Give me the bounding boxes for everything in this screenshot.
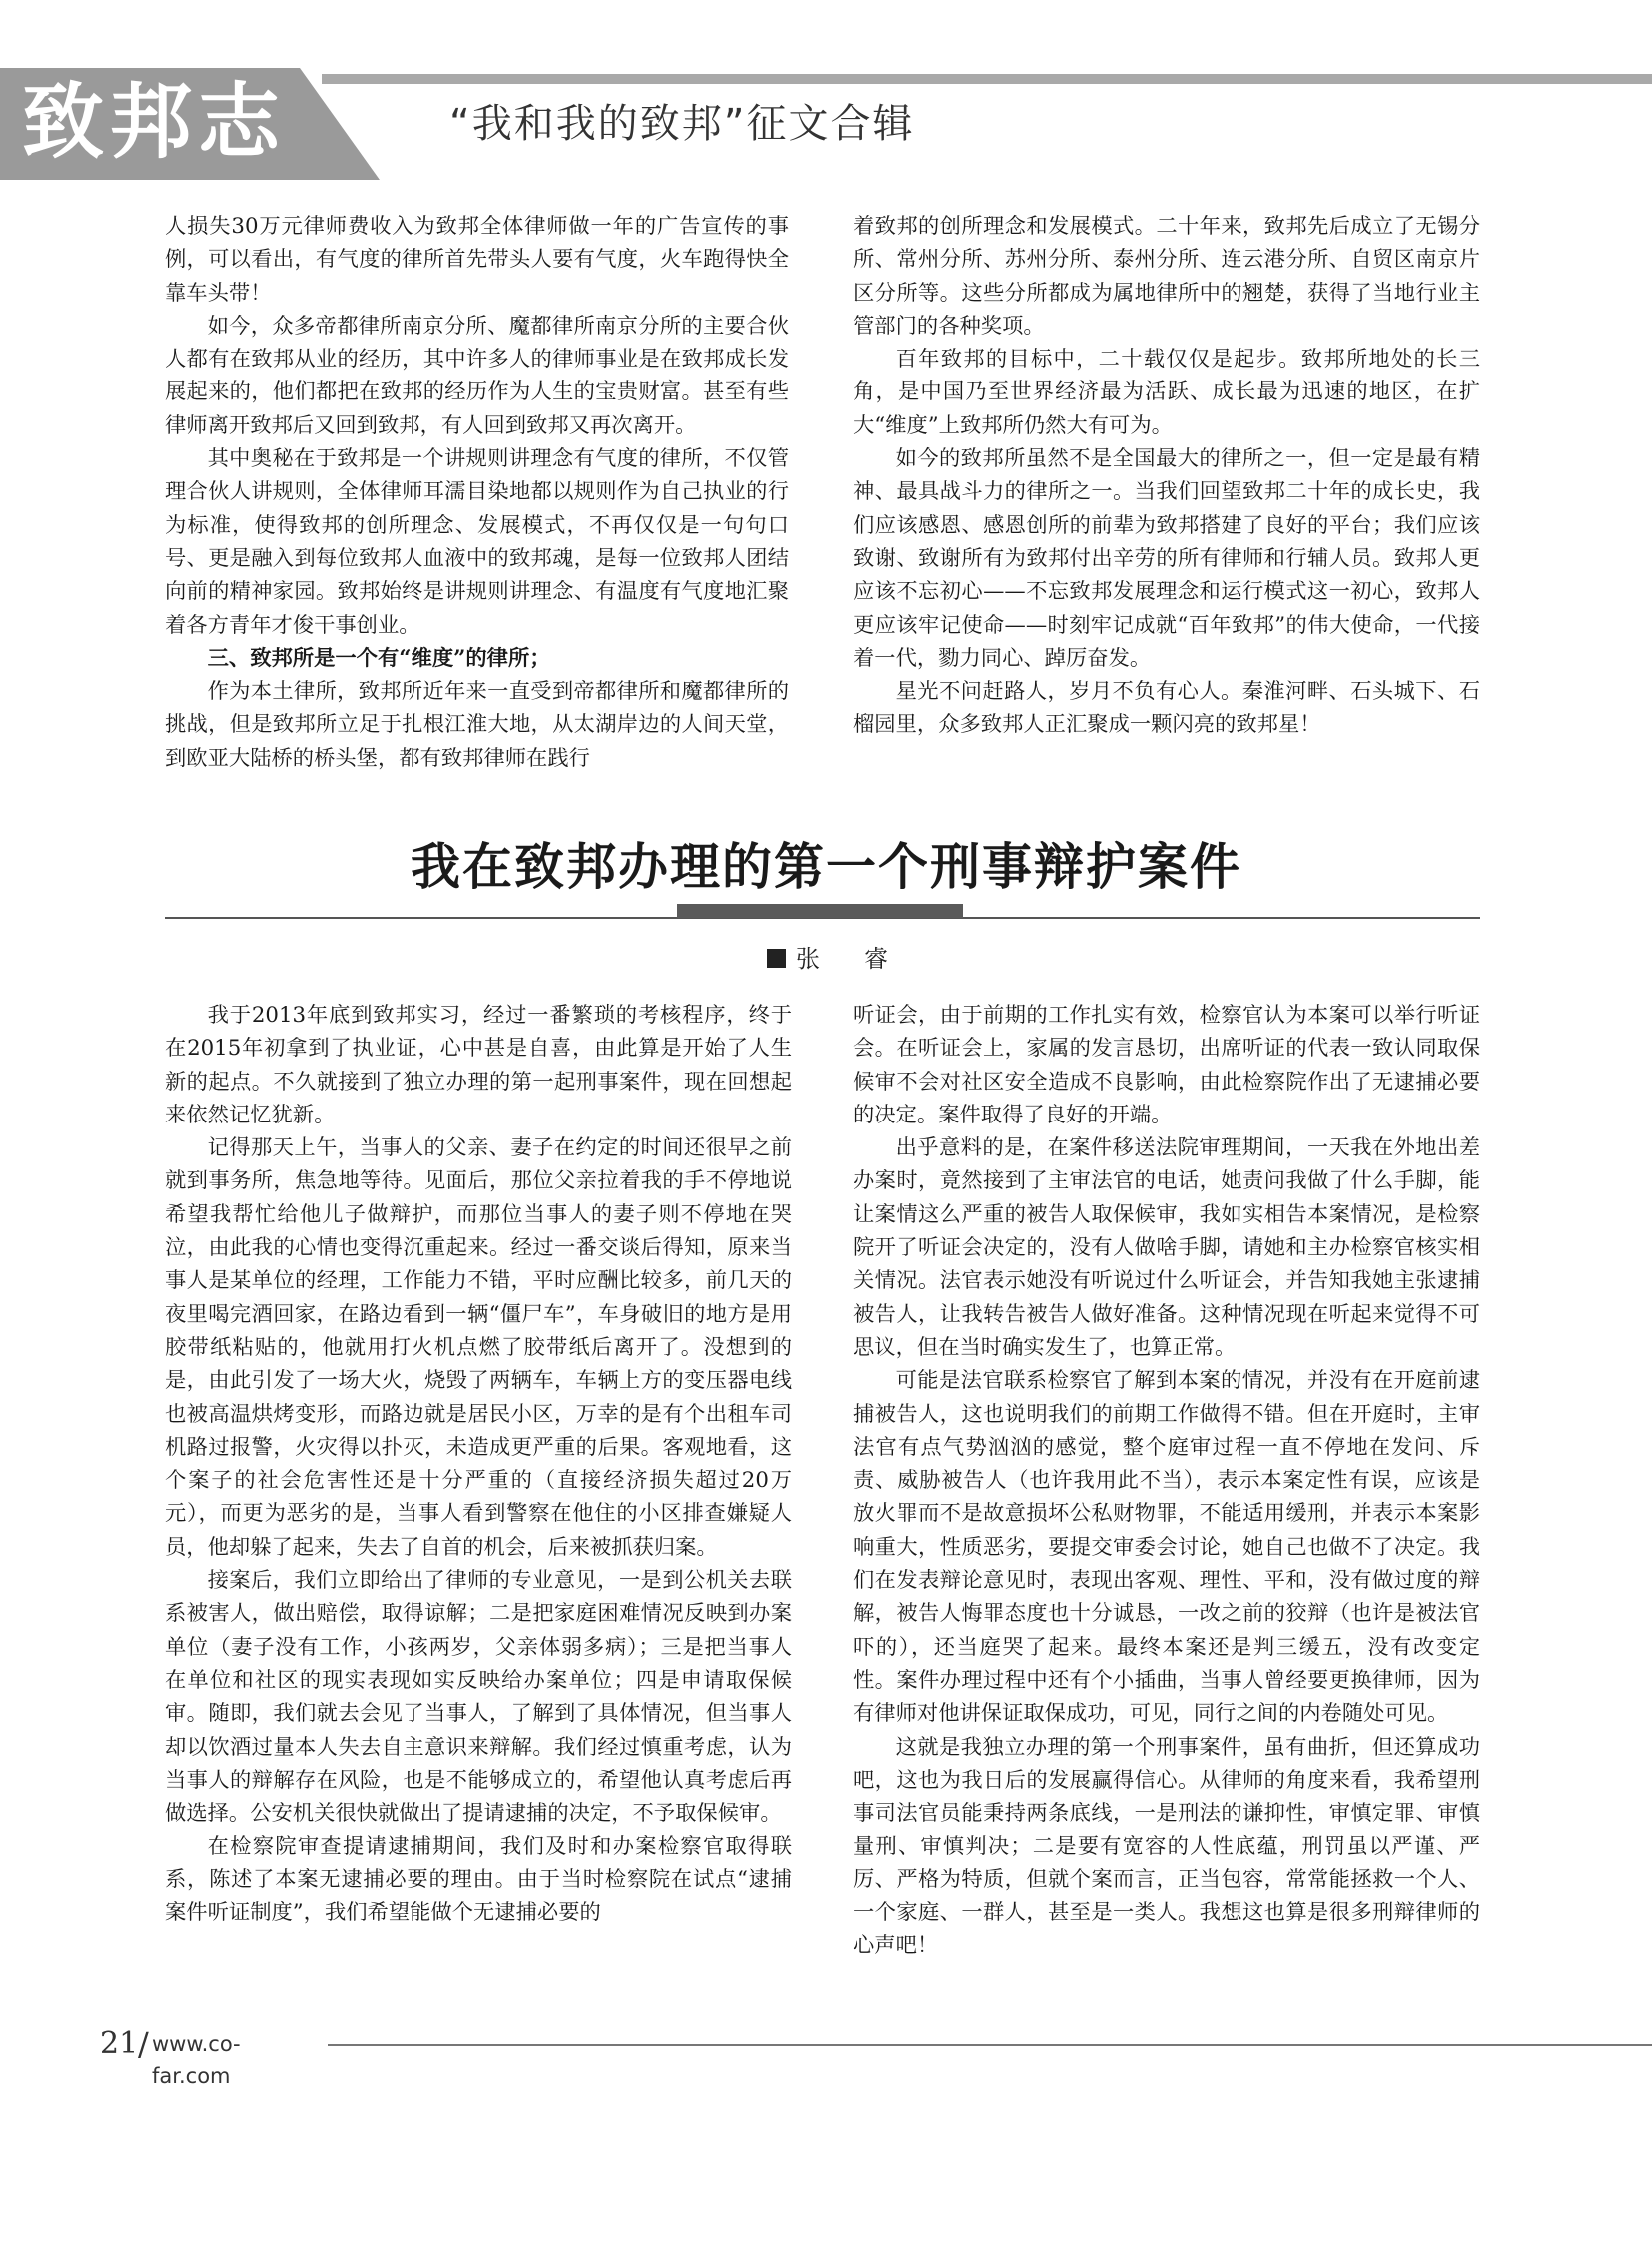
paragraph: 如今，众多帝都律所南京分所、魔都律所南京分所的主要合伙人都有在致邦从业的经历，其中许多人的律师事业是在致邦成长发展起来的，他们都把在致邦的经历作为人生的宝贵财富。甚至有些律师离开致邦后又回到致邦，有人回到致邦又再次离开。 [165,313,789,438]
footer-url: www.co-far.com [152,2032,241,2088]
paragraph: 记得那天上午，当事人的父亲、妻子在约定的时间还很早之前就到事务所，焦急地等待。见面后，那位父亲拉着我的手不停地说希望我帮忙给他儿子做辩护，而那位当事人的妻子则不停地在哭泣，由此我的心情也变得沉重起来。经过一番交谈后得知，原来当事人是某单位的经理，工作能力不错，平时应酬比较多，前几天的夜里喝完酒回家，在路边看到一辆“僵尸车”，车身破旧的地方是用胶带纸粘贴的，他就用打火机点燃了胶带纸后离开了。没想到的是，由此引发了一场大火，烧毁了两辆车，车辆上方的变压器电线也被高温烘烤变形，而路边就是居民小区，万幸的是有个出租车司机路过报警，火灾得以扑灭，未造成更严重的后果。客观地看，这个案子的社会危害性还是十分严重的（直接经济损失超过20万元），而更为恶劣的是，当事人看到警察在他住的小区排查嫌疑人员，他却躲了起来，失去了自首的机会，后来被抓获归案。 [165,1135,792,1560]
square-bullet-icon [767,949,786,968]
paragraph: 出乎意料的是，在案件移送法院审理期间，一天我在外地出差办案时，竟然接到了主审法官的电话，她责问我做了什么手脚，能让案情这么严重的被告人取保候审，我如实相告本案情况，是检察院开了听证会决定的，没有人做啥手脚，请她和主办检察官核实相关情况。法官表示她没有听说过什么听证会，并告知我她主张逮捕被告人，让我转告被告人做好准备。这种情况现在听起来觉得不可思议，但在当时确实发生了，也算正常。 [853,1135,1480,1360]
article-column-2 [853,999,1480,1963]
paragraph: 三、致邦所是一个有“维度”的律所； [207,645,551,671]
paragraph: 接案后，我们立即给出了律师的专业意见，一是到公机关去联系被害人，做出赔偿，取得谅解；二是把家庭困难情况反映到办案单位（妻子没有工作，小孩两岁，父亲体弱多病）；三是把当事人在单位和社区的现实表现如实反映给办案单位；四是申请取保候审。随即，我们就去会见了当事人，了解到了具体情况，但当事人却以饮酒过量本人失去自主意识来辩解。我们经过慎重考虑，认为当事人的辩解存在风险，也是不能够成立的，希望他认真考虑后再做选择。公安机关很快就做出了提请逮捕的决定，不予取保候审。 [165,1568,792,1827]
footer-rule [328,2044,1652,2046]
page-number: 21 [100,2026,139,2061]
prev-article-column-1 [165,210,789,775]
paragraph: 人损失30万元律师费收入为致邦全体律师做一年的广告宣传的事例，可以看出，有气度的律所首先带头人要有气度，火车跑得快全靠车头带！ [165,214,789,306]
issue-subtitle: “我和我的致邦”征文合辑 [449,101,915,147]
paragraph: 这就是我独立办理的第一个刑事案件，虽有曲折，但还算成功吧，这也为我日后的发展赢得信心。从律师的角度来看，我希望刑事司法官员能秉持两条底线，一是刑法的谦抑性，审慎定罪、审慎量刑、审慎判决；二是要有宽容的人性底蕴，刑罚虽以严谨、严厉、严格为特质，但就个案而言，正当包容，常常能拯救一个人、一个家庭、一群人，甚至是一类人。我想这也算是很多刑辩律师的心声吧！ [853,1734,1480,1959]
paragraph: 其中奥秘在于致邦是一个讲规则讲理念有气度的律所，不仅管理合伙人讲规则，全体律师耳濡目染地都以规则作为自己执业的行为标准，使得致邦的创所理念、发展模式，不再仅仅是一句句口号、更是融入到每位致邦人血液中的致邦魂，是每一位致邦人团结向前的精神家园。致邦始终是讲规则讲理念、有温度有气度地汇聚着各方青年才俊干事创业。 [165,446,789,638]
author-byline [767,939,898,974]
title-accent-bar [677,904,963,918]
paragraph: 作为本土律所，致邦所近年来一直受到帝都律所和魔都律所的挑战，但是致邦所立足于扎根江淮大地，从太湖岸边的人间天堂，到欧亚大陆桥的桥头堡，都有致邦律师在践行 [165,679,789,771]
paragraph: 着致邦的创所理念和发展模式。二十年来，致邦先后成立了无锡分所、常州分所、苏州分所、泰州分所、连云港分所、自贸区南京片区分所等。这些分所都成为属地律所中的翘楚，获得了当地行业主管部门的各种奖项。 [853,214,1480,339]
paragraph: 我于2013年底到致邦实习，经过一番繁琐的考核程序，终于在2015年初拿到了执业证，心中甚是自喜，由此算是开始了人生新的起点。不久就接到了独立办理的第一起刑事案件，现在回想起来依然记忆犹新。 [165,1003,792,1127]
paragraph: 星光不问赶路人，岁月不负有心人。秦淮河畔、石头城下、石榴园里，众多致邦人正汇聚成一颗闪亮的致邦星！ [853,679,1480,738]
paragraph: 在检察院审查提请逮捕期间，我们及时和办案检察官取得联系，陈述了本案无逮捕必要的理由。由于当时检察院在试点“逮捕案件听证制度”，我们希望能做个无逮捕必要的 [165,1834,792,1926]
article-title: 我在致邦办理的第一个刑事辩护案件 [411,838,1241,896]
footer-separator: / [138,2025,149,2063]
article-column-1 [165,999,792,1929]
paragraph: 百年致邦的目标中，二十载仅仅是起步。致邦所地处的长三角，是中国乃至世界经济最为活跃、成长最为迅速的地区，在扩大“维度”上致邦所仍然大有可为。 [853,347,1480,438]
prev-article-column-2 [853,210,1480,742]
paragraph: 可能是法官联系检察官了解到本案的情况，并没有在开庭前逮捕被告人，这也说明我们的前期工作做得不错。但在开庭时，主审法官有点气势汹汹的感觉，整个庭审过程一直不停地在发问、斥责、威胁被告人（也许我用此不当），表示本案定性有误，应该是放火罪而不是故意损坏公私财物罪，不能适用缓刑，并表示本案影响重大，性质恶劣，要提交审委会讨论，她自己也做不了决定。我们在发表辩论意见时，表现出客观、理性、平和，没有做过度的辩解，被告人悔罪态度也十分诚恳，一改之前的狡辩（也许是被法官吓的），还当庭哭了起来。最终本案还是判三缓五，没有改变定性。案件办理过程中还有个小插曲，当事人曾经要更换律师，因为有律师对他讲保证取保成功，可见，同行之间的内卷随处可见。 [853,1368,1480,1727]
magazine-logo: 致邦志 [22,75,287,170]
paragraph: 如今的致邦所虽然不是全国最大的律所之一，但一定是最有精神、最具战斗力的律所之一。当我们回望致邦二十年的成长史，我们应该感恩、感恩创所的前辈为致邦搭建了良好的平台；我们应该致谢、致谢所有为致邦付出辛劳的所有律师和行辅人员。致邦人更应该不忘初心——不忘致邦发展理念和运行模式这一初心，致邦人更应该牢记使命——时刻牢记成就“百年致邦”的伟大使命，一代接着一代，勠力同心、踔厉奋发。 [853,446,1480,671]
author-name: 张 睿 [796,945,898,973]
paragraph: 听证会，由于前期的工作扎实有效，检察官认为本案可以举行听证会。在听证会上，家属的发言恳切，出席听证的代表一致认同取保候审不会对社区安全造成不良影响，由此检察院作出了无逮捕必要的决定。案件取得了良好的开端。 [853,1003,1480,1127]
header-rule [322,74,1652,84]
